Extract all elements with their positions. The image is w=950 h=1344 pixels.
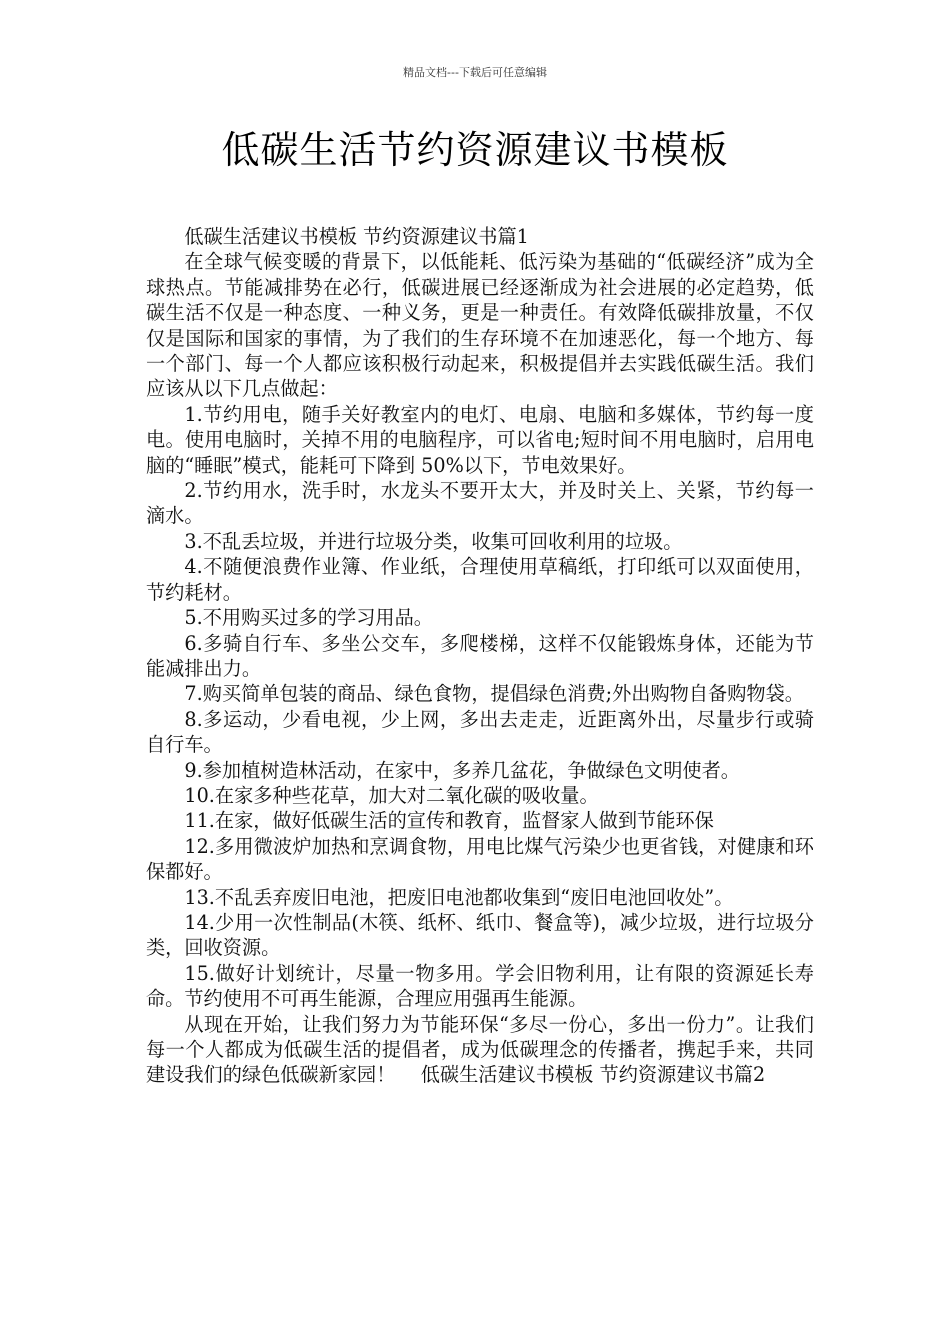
intro-paragraph: 在全球气候变暖的背景下，以低能耗、低污染为基础的“低碳经济”成为全球热点。节能减排势在必行，低碳进展已经逐渐成为社会进展的必定趋势，低碳生活不仅是一种态度、一种义务，更是一种责任。有效降低碳排放量，不仅仅是国际和国家的事情，为了我们的生存环境不在加速恶化，每一个地方、每一个部门、每一个人都应该积极行动起来，积极提倡并去实践低碳生活。我们应该从以下几点做起： [146, 250, 814, 401]
list-item-13: 13.不乱丢弃废旧电池，把废旧电池都收集到“废旧电池回收处”。 [184, 885, 734, 909]
list-item-15: 15.做好计划统计，尽量一物多用。学会旧物利用，让有限的资源延长寿命。节约使用不可再生能源，合理应用强再生能源。 [146, 961, 814, 1011]
header-note: 精品文档---下载后可任意编辑 [403, 66, 547, 79]
list-item-3: 3.不乱丢垃圾，并进行垃圾分类，收集可回收利用的垃圾。 [184, 529, 683, 553]
list-item-7: 7.购买简单包装的商品、绿色食物，提倡绿色消费;外出购物自备购物袋。 [184, 682, 804, 706]
list-item-1: 1.节约用电，随手关好教室内的电灯、电扇、电脑和多媒体，节约每一度电。使用电脑时，关掉不用的电脑程序，可以省电;短时间不用电脑时，启用电脑的“睡眠”模式，能耗可下降到 50%以下，节电效果好。 [146, 402, 814, 477]
list-item-4: 4.不随便浪费作业簿、作业纸，合理使用草稿纸，打印纸可以双面使用，节约耗材。 [146, 555, 814, 604]
list-item-9: 9.参加植树造林活动，在家中，多养几盆花，争做绿色文明使者。 [184, 758, 740, 782]
list-item-5: 5.不用购买过多的学习用品。 [184, 606, 433, 630]
closing-paragraph: 从现在开始，让我们努力为节能环保“多尽一份心，多出一份力”。让我们每一个人都成为低碳生活的提倡者，成为低碳理念的传播者，携起手来，共同建设我们的绿色低碳新家园！ 低碳生活建议书模板 节约资源建议书篇2 [146, 1012, 814, 1087]
list-item-10: 10.在家多种些花草，加大对二氧化碳的吸收量。 [184, 783, 599, 807]
document-body [146, 224, 814, 1088]
list-item-6: 6.多骑自行车、多坐公交车，多爬楼梯，这样不仅能锻炼身体，还能为节能减排出力。 [146, 631, 814, 680]
list-item-8: 8.多运动，少看电视，少上网，多出去走走，近距离外出，尽量步行或骑自行车。 [146, 707, 814, 757]
list-item-14: 14.少用一次性制品(木筷、纸杯、纸巾、餐盒等)，减少垃圾，进行垃圾分类，回收资源。 [146, 910, 814, 960]
list-item-2: 2.节约用水，洗手时，水龙头不要开太大，并及时关上、关紧，节约每一滴水。 [146, 479, 814, 528]
document-title: 低碳生活节约资源建议书模板 [221, 128, 729, 172]
section-heading: 低碳生活建议书模板 节约资源建议书篇1 [184, 225, 529, 248]
list-item-12: 12.多用微波炉加热和烹调食物，用电比煤气污染少也更省钱，对健康和环保都好。 [146, 834, 814, 884]
list-item-11: 11.在家，做好低碳生活的宣传和教育，监督家人做到节能环保 [184, 809, 714, 833]
